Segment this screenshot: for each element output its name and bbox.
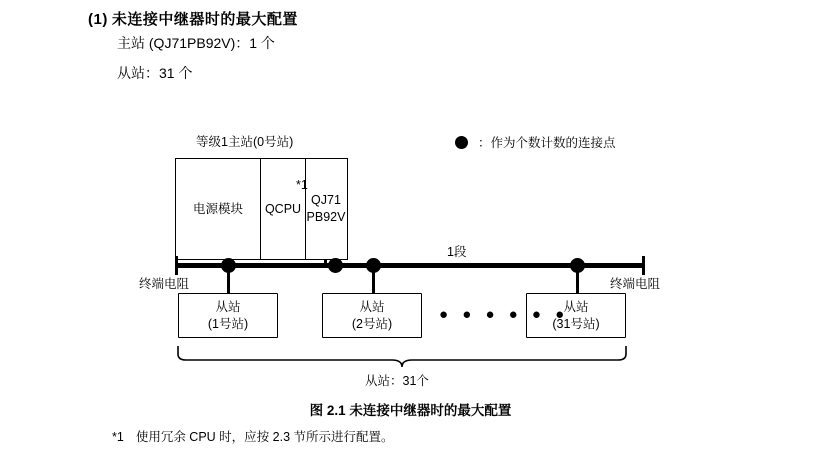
master-rack [175, 158, 348, 260]
segment-label: 1段 [447, 245, 467, 259]
page-title-text: 未连接中继器时的最大配置 [111, 11, 298, 28]
slave-title: 从站 [215, 299, 241, 314]
master-drop-line [324, 260, 327, 268]
slaves-brace-label: 从站：31个 [365, 374, 429, 388]
footnote-mark: *1 [112, 430, 124, 444]
slaves-ellipsis: ● ● ● ● ● ● [439, 306, 570, 323]
spec-line-slave: 从站：31 个 [117, 65, 193, 81]
slave-drop-line [576, 266, 579, 293]
bus-end-cap-right [642, 256, 645, 275]
slave-station-number: (1号站) [207, 316, 249, 331]
slaves-brace [176, 346, 628, 368]
slave-drop-line [227, 266, 230, 293]
slave-station-box [322, 293, 422, 338]
legend-label: ：作为个数计数的连接点 [478, 136, 616, 150]
connection-point-dot-icon [328, 258, 343, 273]
master-station-title: 等级1主站(0号站) [196, 135, 294, 149]
slave-title: 从站 [563, 299, 589, 314]
connection-point-dot-icon [455, 136, 468, 149]
slave-station-number: (31号站) [552, 316, 600, 331]
legend [455, 133, 616, 151]
rack-cell-network-module [306, 159, 346, 259]
terminator-label-right: 终端电阻 [610, 277, 661, 291]
page-title-number: (1) [88, 11, 108, 28]
spec-line-master: 主站 (QJ71PB92V)：1 个 [117, 35, 275, 51]
figure-caption: 图 2.1 未连接中继器时的最大配置 [309, 403, 512, 418]
terminator-label-left: 终端电阻 [139, 277, 190, 291]
slave-station-box [178, 293, 278, 338]
footnote-text: 使用冗余 CPU 时，应按 2.3 节所示进行配置。 [135, 430, 394, 444]
slave-drop-line [372, 266, 375, 293]
slave-station-number: (2号站) [351, 316, 393, 331]
network-module-line2: PB92V [306, 210, 346, 224]
slave-title: 从站 [359, 299, 385, 314]
footnote [112, 427, 394, 445]
bus-end-cap-left [175, 256, 178, 275]
rack-cell-cpu: QCPU [261, 159, 306, 259]
network-module-line1: QJ71 [311, 193, 341, 208]
rack-footnote-mark: *1 [296, 178, 308, 192]
page-title [88, 8, 298, 29]
rack-cell-power-module: 电源模块 [176, 159, 261, 259]
